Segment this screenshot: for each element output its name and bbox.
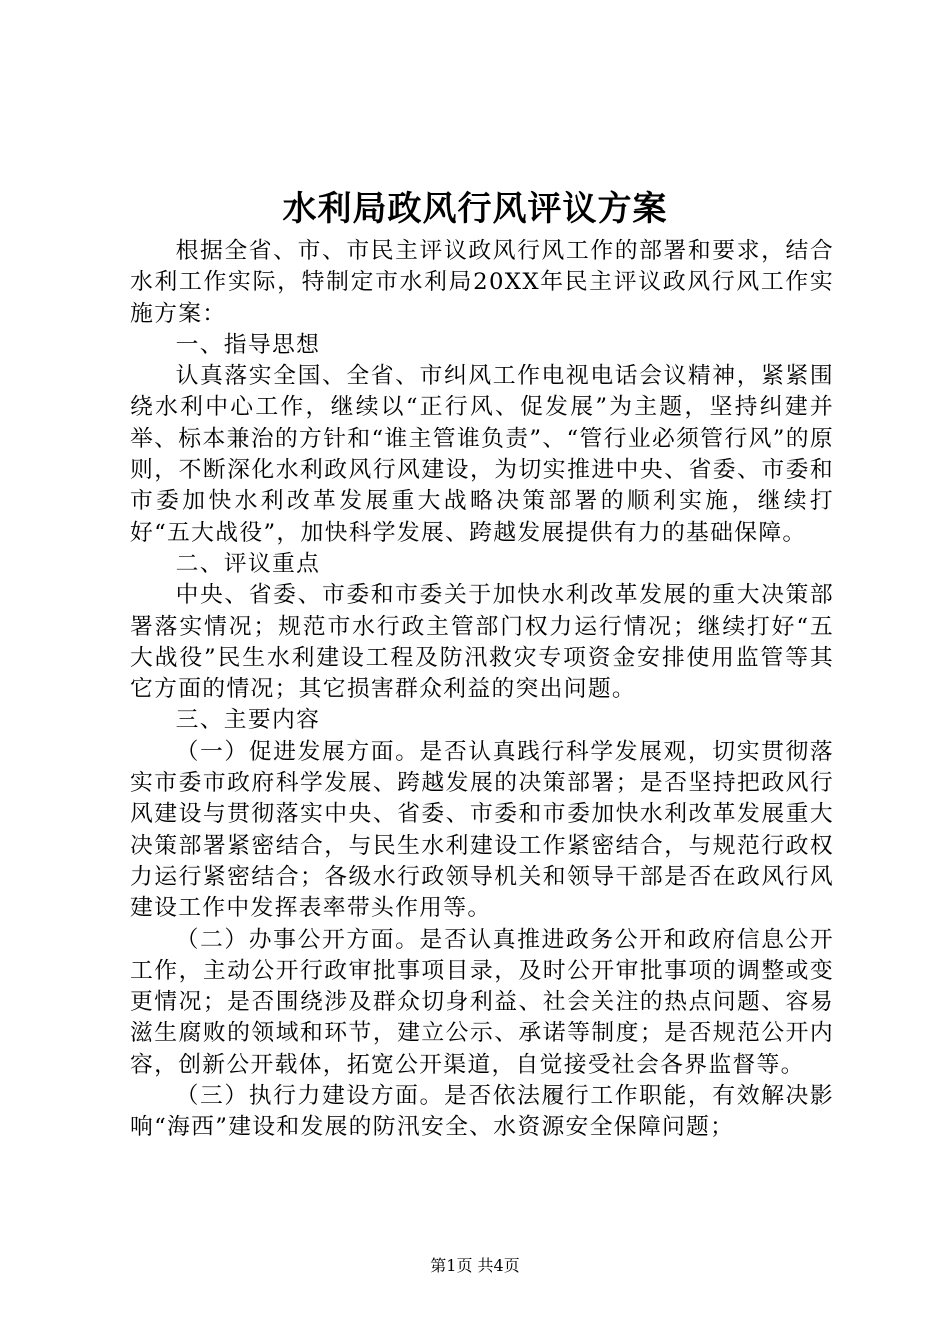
- paragraph-intro: 根据全省、市、市民主评议政风行风工作的部署和要求，结合水利工作实际，特制定市水利局20XX年民主评议政风行风工作实施方案：: [130, 238, 834, 327]
- document-body: [130, 236, 834, 1144]
- section-heading-guiding-thought: 一、指导思想: [175, 331, 321, 358]
- document-title: 水利局政风行风评议方案: [282, 189, 668, 229]
- paragraph-guiding-thought: 认真落实全国、全省、市纠风工作电视电话会议精神，紧紧围绕水利中心工作，继续以“正行风、促发展”为主题，坚持纠建并举、标本兼治的方针和“谁主管谁负责”、“管行业必须管行风”的原则，不断深化水利政风行风建设，为切实推进中央、省委、市委和市委加快水利改革发展重大战略决策部署的顺利实施，继续打好“五大战役”，加快科学发展、跨越发展提供有力的基础保障。: [130, 363, 834, 546]
- paragraph-promote-development: （一）促进发展方面。是否认真践行科学发展观，切实贯彻落实市委市政府科学发展、跨越发展的决策部署；是否坚持把政风行风建设与贯彻落实中央、省委、市委和市委加快水利改革发展重大决策部署紧密结合，与民生水利建设工作紧密结合，与规范行政权力运行紧密结合；各级水行政领导机关和领导干部是否在政风行风建设工作中发挥表率带头作用等。: [130, 738, 834, 922]
- paragraph-review-focus: 中央、省委、市委和市委关于加快水利改革发展的重大决策部署落实情况；规范市水行政主管部门权力运行情况；继续打好“五大战役”民生水利建设工程及防汛救灾专项资金安排使用监管等其它方面的情况；其它损害群众利益的突出问题。: [130, 582, 834, 703]
- section-heading-review-focus: 二、评议重点: [175, 550, 321, 577]
- section-heading-main-content: 三、主要内容: [175, 707, 321, 734]
- paragraph-open-affairs: （二）办事公开方面。是否认真推进政务公开和政府信息公开工作，主动公开行政审批事项目录，及时公开审批事项的调整或变更情况；是否围绕涉及群众切身利益、社会关注的热点问题、容易滋生腐败的领域和环节，建立公示、承诺等制度；是否规范公开内容，创新公开载体，拓宽公开渠道，自觉接受社会各界监督等。: [130, 926, 834, 1078]
- paragraph-execution: （三）执行力建设方面。是否依法履行工作职能，有效解决影响“海西”建设和发展的防汛安全、水资源安全保障问题；: [130, 1083, 834, 1141]
- page-number-footer: 第1页 共4页: [430, 1256, 520, 1275]
